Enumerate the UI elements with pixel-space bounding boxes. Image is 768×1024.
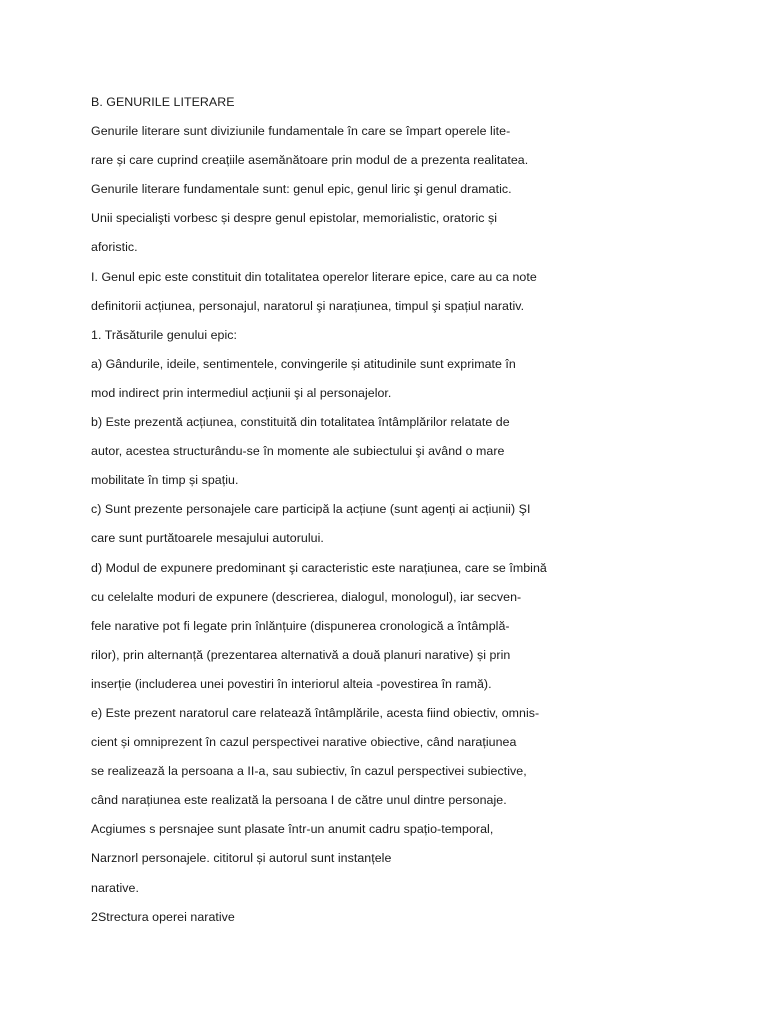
text-line: aforistic.: [91, 240, 138, 255]
text-line: a) Gândurile, ideile, sentimentele, convingerile și atitudinile sunt exprimate în: [91, 356, 516, 371]
subsection-heading: 1. Trăsăturile genului epic:: [91, 327, 238, 342]
text-line: narative.: [91, 880, 139, 895]
text-line: cu celelalte moduri de expunere (descrierea, dialogul, monologul), iar secven-: [91, 589, 522, 604]
text-line: fele narative pot fi legate prin înlănțuire (dispunerea cronologică a întâmplă-: [91, 618, 510, 633]
text-line: inserție (includerea unei povestiri în interiorul alteia -povestirea în ramă).: [91, 676, 492, 691]
text-line: se realizează la persoana a II-a, sau subiectiv, în cazul perspectivei subiective,: [91, 764, 527, 779]
text-line: mobilitate în timp și spațiu.: [91, 473, 239, 488]
text-line: mod indirect prin intermediul acțiunii şi al personajelor.: [91, 385, 392, 400]
text-line: când narațiunea este realizată la persoana I de către unul dintre personaje.: [91, 793, 507, 808]
text-line: b) Este prezentă acțiunea, constituită din totalitatea întâmplărilor relatate de: [91, 415, 510, 430]
section-heading: B. GENURILE LITERARE: [91, 95, 235, 109]
text-line: d) Modul de expunere predominant şi caracteristic este narațiunea, care se îmbină: [91, 560, 547, 575]
text-line: Genurile literare fundamentale sunt: genul epic, genul liric şi genul dramatic.: [91, 182, 512, 197]
text-line: Unii specialişti vorbesc și despre genul epistolar, memorialistic, oratoric și: [91, 211, 498, 226]
text-line: I. Genul epic este constituit din totalitatea operelor literare epice, care au ca note: [91, 269, 537, 284]
subsection-heading: 2Strectura operei narative: [91, 909, 235, 924]
text-line: cient și omniprezent în cazul perspectivei narative obiective, când narațiunea: [91, 735, 517, 750]
text-line: Acgiumes s persnajee sunt plasate într-un anumit cadru spațio-temporal,: [91, 822, 494, 837]
document-body: [91, 93, 691, 937]
text-line: rilor), prin alternanță (prezentarea alternativă a două planuri narative) și prin: [91, 647, 511, 662]
text-line: autor, acestea structurându-se în momente ale subiectului şi având o mare: [91, 444, 505, 459]
text-line: care sunt purtătoarele mesajului autorului.: [91, 531, 324, 546]
text-line: Narznorl personajele. cititorul și autorul sunt instanțele: [91, 851, 392, 866]
text-line: e) Este prezent naratorul care relatează întâmplările, acesta fiind obiectiv, omnis-: [91, 705, 540, 720]
text-line: rare și care cuprind creațiile asemănătoare prin modul de a prezenta realitatea.: [91, 153, 529, 168]
text-line: c) Sunt prezente personajele care participă la acțiune (sunt agenți ai acțiunii) ŞI: [91, 502, 531, 517]
text-line: Genurile literare sunt diviziunile fundamentale în care se împart operele lite-: [91, 124, 511, 139]
text-line: definitorii acțiunea, personajul, naratorul şi narațiunea, timpul şi spațiul narativ.: [91, 298, 525, 313]
